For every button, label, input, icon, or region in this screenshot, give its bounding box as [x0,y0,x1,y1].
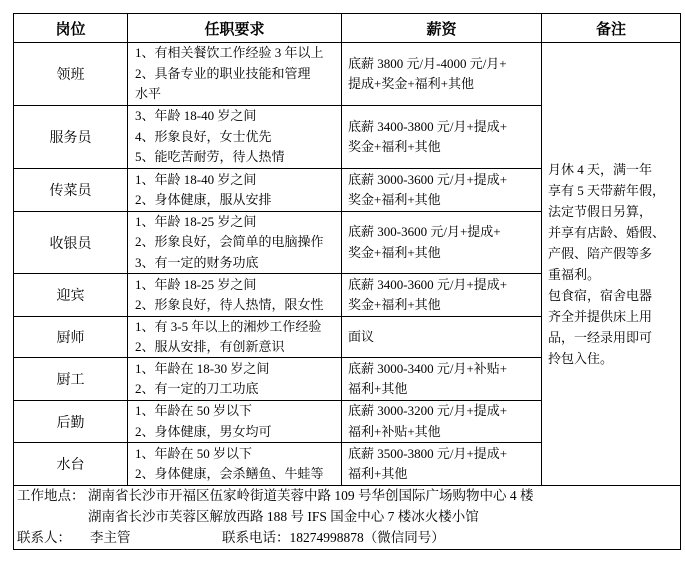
salary-cell [342,358,541,400]
requirements-cell [128,212,341,273]
position-cell: 后勤 [14,401,127,442]
position-cell: 厨工 [14,358,127,400]
salary-line: 福利+其他 [348,466,408,481]
requirements-cell [128,106,341,168]
requirements-cell [128,317,341,357]
salary-line: 底薪 3800 元/月-4000 元/月+ [348,55,507,71]
requirement-line: 水平 [135,86,162,102]
salary-cell [342,212,541,273]
position-cell: 收银员 [14,212,127,273]
footer-line-contact [14,528,680,549]
requirement-line: 2、身体健康，会杀鳝鱼、牛蛙等 [135,466,324,481]
requirements-cell [128,43,341,105]
salary-line: 奖金+福利+其他 [348,244,441,260]
salary-cell [342,106,541,168]
requirement-line: 1、年龄在 18-30 岁之间 [135,360,270,376]
salary-cell [342,317,541,357]
work-location-label: 工作地点： [17,488,85,503]
note-line: 并享有店龄、婚假、 [548,225,666,240]
footer-info [14,486,680,549]
phone-label: 联系电话： [222,530,290,545]
salary-line: 底薪 3500-3800 元/月+提成+ [348,445,508,461]
salary-line: 底薪 3000-3400 元/月+补贴+ [348,360,508,376]
footer-line-address [14,507,680,528]
note-line: 包食宿，宿舍电器 [548,288,653,303]
requirement-line: 3、有一定的财务功底 [135,254,259,270]
salary-cell [342,169,541,211]
requirement-line: 2、身体健康，服从安排 [135,192,272,207]
header-notes: 备注 [542,14,680,42]
requirement-line: 3、年龄 18-40 岁之间 [135,108,257,124]
footer-line-location [14,486,680,507]
requirements-cell [128,443,341,485]
salary-line: 底薪 3400-3600 元/月+提成+ [348,276,508,292]
salary-line: 底薪 300-3600 元/月+提成+ [348,224,501,239]
contact-name: 李主管 [90,530,131,545]
salary-line: 奖金+福利+其他 [348,297,441,312]
address-line: 湖南省长沙市开福区伍家岭街道芙蓉中路 109 号华创国际广场购物中心 4 楼 [88,488,534,503]
salary-line: 奖金+福利+其他 [348,192,441,207]
requirement-line: 1、年龄在 50 岁以下 [135,403,253,418]
contact-label: 联系人： [17,530,71,545]
phone-group [222,528,445,548]
phone-number: 18274998878（微信同号） [289,530,445,545]
requirement-line: 2、有一定的刀工功底 [135,381,259,396]
header-position: 岗位 [14,14,127,42]
salary-line: 底薪 3400-3800 元/月+提成+ [348,118,508,134]
notes-cell [542,43,680,485]
note-line: 重福利。 [548,267,601,282]
address-line: 湖南省长沙市芙蓉区解放西路 188 号 IFS 国金中心 7 楼冰火楼小馆 [88,509,479,524]
note-line: 月休 4 天，满一年 [548,162,653,177]
note-line: 品，一经录用即可 [548,330,653,345]
salary-line: 奖金+福利+其他 [348,139,441,154]
recruitment-table [13,13,681,550]
requirement-line: 2、服从安排，有创新意识 [135,339,285,354]
requirement-line: 2、形象良好，待人热情，限女性 [135,297,324,312]
requirements-cell [128,358,341,400]
note-line: 齐全并提供床上用 [548,309,653,324]
header-requirements: 任职要求 [128,14,341,42]
salary-cell [342,43,541,105]
requirement-line: 1、有 3-5 年以上的湘炒工作经验 [135,318,322,334]
salary-line: 福利+补贴+其他 [348,423,441,439]
requirement-line: 5、能吃苦耐劳，待人热情 [135,149,285,165]
note-line: 拎包入住。 [548,351,614,366]
salary-line: 底薪 3000-3200 元/月+提成+ [348,403,508,418]
salary-cell [342,274,541,316]
requirement-line: 1、年龄在 50 岁以下 [135,445,253,461]
salary-cell [342,443,541,485]
requirements-cell [128,274,341,316]
position-cell: 厨师 [14,317,127,357]
header-salary: 薪资 [342,14,541,42]
position-cell: 服务员 [14,106,127,168]
salary-line: 福利+其他 [348,381,408,396]
position-cell: 水台 [14,443,127,485]
requirement-line: 2、形象良好，会简单的电脑操作 [135,234,324,250]
salary-line: 提成+奖金+福利+其他 [348,76,474,91]
requirement-line: 1、年龄 18-25 岁之间 [135,276,257,292]
note-line: 产假、陪产假等多 [548,246,653,261]
position-cell: 传菜员 [14,169,127,211]
salary-line: 面议 [348,328,375,344]
requirements-cell [128,401,341,442]
note-line: 法定节假日另算， [548,204,653,219]
note-line: 享有 5 天带薪年假， [548,183,666,198]
requirement-line: 2、身体健康，男女均可 [135,423,272,439]
requirements-cell [128,169,341,211]
position-cell: 迎宾 [14,274,127,316]
requirement-line: 1、年龄 18-25 岁之间 [135,213,257,229]
requirement-line: 1、年龄 18-40 岁之间 [135,171,257,187]
position-cell: 领班 [14,43,127,105]
requirement-line: 1、有相关餐饮工作经验 3 年以上 [135,45,324,61]
salary-cell [342,401,541,442]
salary-line: 底薪 3000-3600 元/月+提成+ [348,171,508,187]
requirement-line: 4、形象良好，女士优先 [135,128,272,144]
requirement-line: 2、具备专业的职业技能和管理 [135,65,311,81]
